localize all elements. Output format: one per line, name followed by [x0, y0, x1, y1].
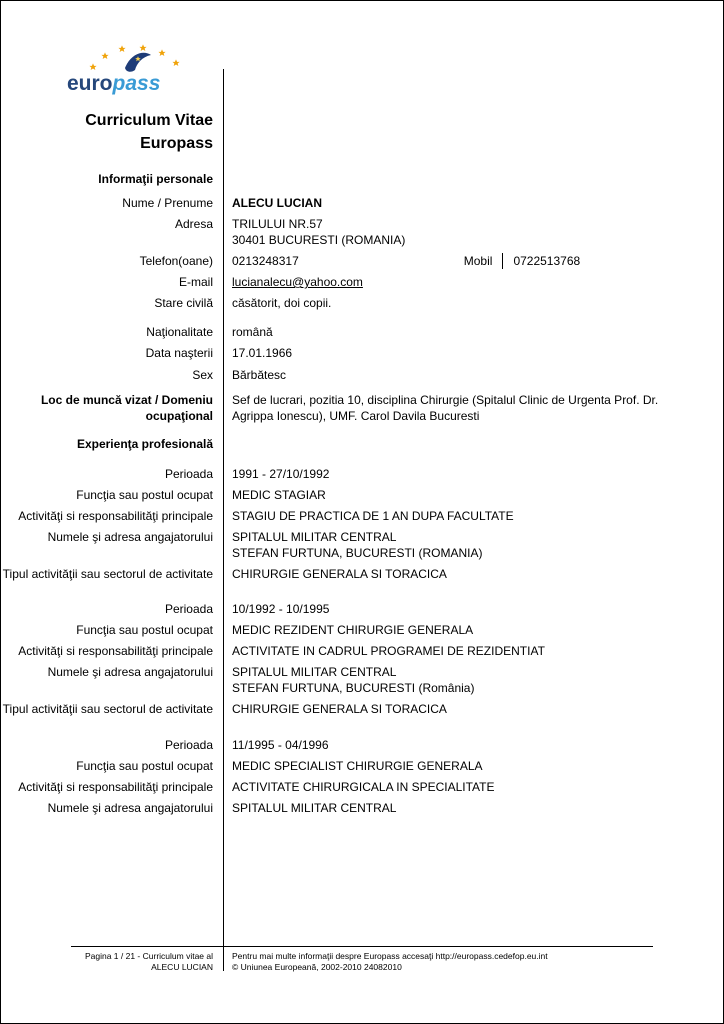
experience-section-row [1, 436, 723, 452]
exp1-position-row [1, 487, 723, 503]
name-value: ALECU LUCIAN [232, 196, 322, 210]
mobile-label: Mobil [463, 254, 493, 268]
title-row [1, 109, 723, 155]
job-value [223, 392, 723, 424]
position-value: MEDIC SPECIALIST CHIRURGIE GENERALA [232, 759, 483, 773]
sector-value: CHIRURGIE GENERALA SI TORACICA [232, 567, 447, 581]
employer-label: Numele şi adresa angajatorului [47, 801, 213, 815]
marital-label: Stare civilă [154, 296, 213, 310]
email-link[interactable]: lucianalecu@yahoo.com [232, 275, 363, 289]
mobile-value: 0722513768 [502, 253, 580, 269]
address-line2: 30401 BUCURESTI (ROMANIA) [232, 233, 406, 247]
activities-label: Activităţi si responsabilităţi principale [18, 644, 213, 658]
exp3-position-row [1, 758, 723, 774]
employer-line2: STEFAN FURTUNA, BUCURESTI (ROMANIA) [232, 546, 483, 560]
exp2-employer-row [1, 664, 723, 696]
logo-pass-text: pass [112, 72, 161, 95]
period-value: 10/1992 - 10/1995 [232, 602, 330, 616]
period-label: Perioada [164, 467, 213, 481]
employer-value: SPITALUL MILITAR CENTRAL [232, 801, 397, 815]
period-label: Perioada [164, 602, 213, 616]
exp1-period-row [1, 466, 723, 482]
address-line1: TRILULUI NR.57 [232, 217, 323, 231]
exp1-employer-row [1, 529, 723, 561]
email-row [1, 274, 723, 290]
job-row [1, 392, 723, 424]
sector-value: CHIRURGIE GENERALA SI TORACICA [232, 702, 447, 716]
job-value-line1: Sef de lucrari, pozitia 10, disciplina Chirurgie (Spitalul Clinic de Urgenta Prof. Dr. [232, 393, 659, 407]
employer-label: Numele şi adresa angajatorului [47, 530, 213, 544]
birthdate-row [1, 345, 723, 361]
employer-line2: STEFAN FURTUNA, BUCURESTI (România) [232, 681, 475, 695]
exp2-activities-row [1, 643, 723, 659]
address-label: Adresa [174, 217, 213, 231]
footer-right [223, 951, 653, 973]
address-row [1, 216, 723, 248]
name-label: Nume / Prenume [122, 196, 213, 210]
exp1-sector-row [1, 566, 723, 582]
nationality-value: română [232, 325, 273, 339]
job-label: Loc de muncă vizat / Domeniu ocupaţional [40, 393, 213, 423]
exp2-position-row [1, 622, 723, 638]
marital-value: căsătorit, doi copii. [232, 296, 332, 310]
birthdate-label: Data naşterii [145, 346, 213, 360]
name-row [1, 195, 723, 211]
exp1-activities-row [1, 508, 723, 524]
logo-euro-text: euro [67, 72, 113, 95]
employer-line1: SPITALUL MILITAR CENTRAL [232, 530, 397, 544]
footer-cv-owner: ALECU LUCIAN [151, 962, 213, 972]
phone-row [1, 253, 723, 269]
exp3-activities-row [1, 779, 723, 795]
address-value [223, 216, 723, 248]
activities-value: ACTIVITATE IN CADRUL PROGRAMEI DE REZIDENTIAT [232, 644, 545, 658]
footer-copyright: © Uniunea Europeană, 2002-2010 24082010 [232, 962, 402, 972]
nationality-label: Naţionalitate [146, 325, 213, 339]
activities-label: Activităţi si responsabilităţi principale [18, 780, 213, 794]
footer-left [71, 951, 223, 973]
position-value: MEDIC STAGIAR [232, 488, 326, 502]
exp3-employer-row [1, 800, 723, 816]
page-footer [71, 946, 653, 973]
sex-label: Sex [192, 368, 213, 382]
nationality-row [1, 324, 723, 340]
cv-title [1, 109, 223, 155]
phone-label: Telefon(oane) [139, 254, 213, 268]
footer-page-info: Pagina 1 / 21 - Curriculum vitae al [84, 951, 213, 961]
personal-section-heading: Informaţii personale [98, 172, 213, 186]
sex-value: Bărbătesc [232, 368, 287, 382]
footer-info-text: Pentru mai multe informaţii despre Europass accesaţi http://europass.cedefop.eu.int [232, 951, 548, 961]
cv-content [1, 1, 723, 821]
period-value: 1991 - 27/10/1992 [232, 467, 330, 481]
cv-title-line2: Europass [140, 135, 213, 152]
sector-label: Tipul activităţii sau sectorul de activitate [2, 702, 213, 716]
phone-value-group [223, 253, 723, 269]
cv-title-line1: Curriculum Vitae [85, 112, 213, 129]
experience-section-heading: Experienţa profesională [76, 437, 213, 451]
phone-value: 0213248317 [232, 254, 299, 268]
birthdate-value: 17.01.1966 [232, 346, 293, 360]
exp3-period-row [1, 737, 723, 753]
position-label: Funcţia sau postul ocupat [76, 488, 213, 502]
period-value: 11/1995 - 04/1996 [232, 738, 329, 752]
activities-value: STAGIU DE PRACTICA DE 1 AN DUPA FACULTATE [232, 509, 514, 523]
employer-value [223, 529, 723, 561]
exp2-period-row [1, 601, 723, 617]
position-value: MEDIC REZIDENT CHIRURGIE GENERALA [232, 623, 474, 637]
marital-row [1, 295, 723, 311]
exp2-sector-row [1, 701, 723, 717]
period-label: Perioada [164, 738, 213, 752]
position-label: Funcţia sau postul ocupat [76, 623, 213, 637]
activities-value: ACTIVITATE CHIRURGICALA IN SPECIALITATE [232, 780, 495, 794]
job-value-line2: Agrippa Ionescu), UMF. Carol Davila Bucuresti [232, 409, 480, 423]
employer-value [223, 664, 723, 696]
employer-label: Numele şi adresa angajatorului [47, 665, 213, 679]
employer-line1: SPITALUL MILITAR CENTRAL [232, 665, 397, 679]
email-label: E-mail [178, 275, 213, 289]
activities-label: Activităţi si responsabilităţi principale [18, 509, 213, 523]
sector-label: Tipul activităţii sau sectorul de activitate [2, 567, 213, 581]
position-label: Funcţia sau postul ocupat [76, 759, 213, 773]
personal-section-row [1, 171, 723, 187]
sex-row [1, 367, 723, 383]
